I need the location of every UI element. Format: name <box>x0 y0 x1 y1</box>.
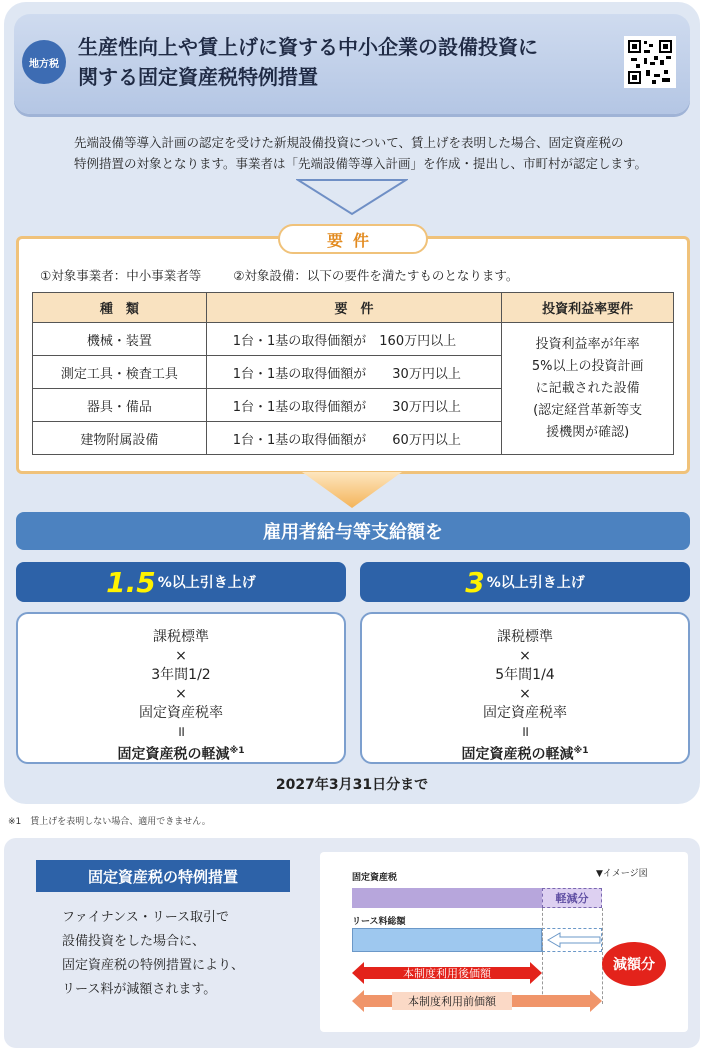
row-type: 器具・備品 <box>33 389 207 422</box>
calc-result <box>18 742 344 765</box>
calc-line: 課税標準 <box>497 629 553 645</box>
lease-line: ファイナンス・リース取引で <box>62 910 230 925</box>
down-arrow-icon <box>296 178 408 218</box>
lease-description <box>62 906 244 1002</box>
footnote-mark: ※1 <box>573 746 589 756</box>
conditions-line <box>40 266 680 284</box>
before-price-label: 本制度利用前価額 <box>408 995 496 1008</box>
reduction-bar: 軽減分 <box>542 888 602 908</box>
roi-line: に記載された設備 <box>535 380 640 396</box>
rate-option-1 <box>16 562 346 602</box>
title-line-2: 関する固定資産税特例措置 <box>78 65 318 89</box>
calc-line: 3年間1/2 <box>151 667 211 683</box>
title-line-1: 生産性向上や賃上げに資する中小企業の設備投資に <box>78 35 538 59</box>
intro-line-1: 先端設備等導入計画の認定を受けた新規設備投資について、賃上げを表明した場合、固定資産税の <box>74 135 624 150</box>
calc-line: 5年間1/4 <box>495 667 555 683</box>
lease-line: リース料が減額されます。 <box>62 982 217 997</box>
row-amount: 30万円以上 <box>392 399 461 415</box>
row-amount: 30万円以上 <box>392 366 461 382</box>
table-header-row <box>33 293 674 323</box>
tax-bar <box>352 888 542 908</box>
condition-business: ①対象事業者：中小事業者等 <box>40 268 202 283</box>
row-type: 測定工具・検査工具 <box>33 356 207 389</box>
row-requirement <box>206 356 502 389</box>
calc-line: 課税標準 <box>153 629 209 645</box>
calc-operator: × <box>519 686 531 702</box>
footnote-mark: ※1 <box>229 746 245 756</box>
lease-bar <box>352 928 542 952</box>
qr-code-icon[interactable] <box>624 36 676 88</box>
calc-equals: ॥ <box>520 724 530 740</box>
row-req-text: 1台・1基の取得価額が <box>232 432 367 448</box>
reduction-bubble: 減額分 <box>602 942 666 986</box>
intro-text <box>74 132 674 174</box>
footnote: ※1 賃上げを表明しない場合、適用できません。 <box>8 817 211 827</box>
roi-requirement <box>502 323 674 455</box>
lease-title: 固定資産税の特例措置 <box>36 860 290 892</box>
row-requirement <box>206 422 502 455</box>
row-type: 機械・装置 <box>33 323 207 356</box>
calc-operator: × <box>175 648 187 664</box>
calc-operator: × <box>175 686 187 702</box>
down-arrow-icon <box>300 470 404 510</box>
roi-line: (認定経営革新等支 <box>533 402 643 418</box>
calc-line: 固定資産税率 <box>139 705 223 721</box>
calc-box-2 <box>360 612 690 764</box>
rate-option-2 <box>360 562 690 602</box>
row-req-text: 1台・1基の取得価額が <box>232 333 367 349</box>
fixed-asset-tax-label: 固定資産税 <box>352 873 398 883</box>
after-price-label: 本制度利用後価額 <box>403 967 491 980</box>
lease-line: 固定資産税の特例措置により、 <box>62 958 245 973</box>
rate-number: 3 <box>465 565 485 599</box>
calc-result-text: 固定資産税の軽減 <box>461 746 574 763</box>
rate-number: 1.5 <box>106 565 156 599</box>
row-req-text: 1台・1基の取得価額が <box>232 366 367 382</box>
intro-line-2: 特例措置の対象となります。事業者は「先端設備等導入計画」を作成・提出し、市町村が認定します。 <box>74 156 648 171</box>
requirements-table <box>32 292 674 455</box>
header-requirement: 要 件 <box>206 293 502 323</box>
row-amount: 60万円以上 <box>392 432 461 448</box>
calc-result <box>362 742 688 765</box>
row-amount: 160万円以上 <box>379 333 457 349</box>
header-type: 種 類 <box>33 293 207 323</box>
header-roi: 投資利益率要件 <box>502 293 674 323</box>
calc-result-text: 固定資産税の軽減 <box>117 746 230 763</box>
lease-line: 設備投資をした場合に、 <box>62 934 206 949</box>
left-arrow-icon <box>546 932 602 948</box>
row-req-text: 1台・1基の取得価額が <box>232 399 367 415</box>
table-row <box>33 323 674 356</box>
deadline-text: 2027年3月31日分まで <box>275 777 429 793</box>
rate-label: %以上引き上げ <box>157 575 256 591</box>
roi-line: 5%以上の投資計画 <box>531 358 644 374</box>
lease-total-label: リース料総額 <box>352 917 406 927</box>
roi-line: 投資利益率が年率 <box>535 336 640 352</box>
roi-line: 援機関が確認) <box>546 424 630 440</box>
wage-banner: 雇用者給与等支給額を <box>16 512 690 550</box>
calc-operator: × <box>519 648 531 664</box>
row-type: 建物附属設備 <box>33 422 207 455</box>
calc-equals: ॥ <box>176 724 186 740</box>
row-requirement <box>206 323 502 356</box>
before-price-arrow <box>352 990 602 1012</box>
page-title <box>78 32 618 92</box>
after-price-arrow <box>352 962 542 984</box>
requirements-title: 要件 <box>278 224 428 254</box>
row-requirement <box>206 389 502 422</box>
image-label: ▼イメージ図 <box>596 869 648 879</box>
rate-label: %以上引き上げ <box>486 575 585 591</box>
local-tax-badge: 地方税 <box>22 40 66 84</box>
calc-line: 固定資産税率 <box>483 705 567 721</box>
condition-equipment: ②対象設備：以下の要件を満たすものとなります。 <box>233 268 519 283</box>
calc-box-1 <box>16 612 346 764</box>
